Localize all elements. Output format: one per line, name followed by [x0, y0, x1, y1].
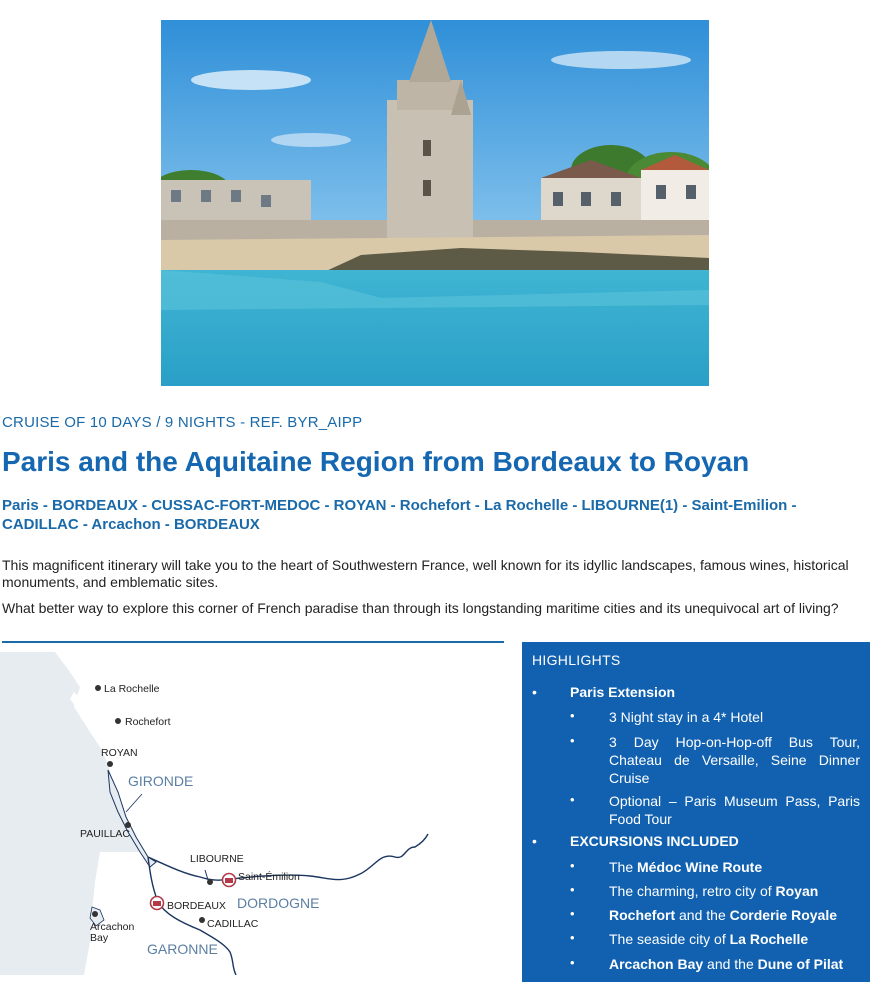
highlight-emphasis: Rochefort: [609, 907, 676, 923]
highlights-title: HIGHLIGHTS: [532, 652, 621, 668]
bullet-icon: •: [570, 792, 575, 807]
map-river-garonne: GARONNE: [147, 941, 218, 957]
map-river-gironde: GIRONDE: [128, 773, 194, 789]
bullet-icon: •: [532, 684, 537, 700]
bullet-icon: •: [570, 733, 575, 748]
intro-text: [2, 557, 872, 626]
map-label-bordeaux: BORDEAUX: [167, 900, 226, 912]
map-label-bay: Bay: [90, 932, 109, 944]
highlight-section-label: Paris Extension: [570, 684, 676, 700]
highlight-emphasis: La Rochelle: [729, 931, 809, 947]
bullet-icon: •: [570, 882, 575, 897]
highlight-text: and the: [703, 956, 758, 972]
cruise-reference: CRUISE OF 10 DAYS / 9 NIGHTS - REF. BYR_AIPP: [2, 414, 363, 431]
highlight-item: 3 Day Hop-on-Hop-off Bus Tour, Chateau de Versaille, Seine Dinner Cruise: [609, 734, 860, 786]
bullet-icon: •: [570, 906, 575, 921]
bullet-icon: •: [532, 833, 537, 849]
map-label-royan: ROYAN: [101, 747, 138, 759]
highlight-emphasis: Dune of Pilat: [757, 956, 844, 972]
map-label-saint-emilion: Saint-Émilion: [238, 871, 300, 883]
map-label-arcachon: Arcachon: [90, 921, 135, 933]
intro-paragraph: This magnificent itinerary will take you to the heart of Southwestern France, well known for its idyllic landscapes, famous wines, historical monuments, and emblematic sites.: [2, 557, 849, 590]
highlight-emphasis: Médoc Wine Route: [637, 859, 763, 875]
highlight-item: [609, 906, 860, 924]
highlight-item: [609, 858, 860, 876]
highlight-text: The seaside city of: [609, 931, 730, 947]
bullet-icon: •: [570, 708, 575, 723]
hero-image: [161, 20, 709, 386]
highlight-text: The charming, retro city of: [609, 883, 776, 899]
itinerary-route: Paris - BORDEAUX - CUSSAC-FORT-MEDOC - ROYAN - Rochefort - La Rochelle - LIBOURNE(1) - Saint-Emilion - CADILLAC - Arcachon - BORDEAUX: [2, 497, 797, 533]
highlight-emphasis: Royan: [775, 883, 819, 899]
highlight-item: [609, 955, 860, 973]
bullet-icon: •: [570, 955, 575, 970]
intro-paragraph: What better way to explore this corner of French paradise than through its longstanding maritime cities and its unequivocal art of living?: [2, 600, 839, 616]
map-label-la-rochelle: La Rochelle: [104, 683, 160, 695]
highlight-text: The: [609, 859, 638, 875]
highlight-item: [609, 930, 860, 948]
map-label-cadillac: CADILLAC: [207, 918, 259, 930]
map-label-pauillac: PAUILLAC: [80, 828, 130, 840]
highlight-emphasis: Arcachon Bay: [609, 956, 704, 972]
highlight-item: 3 Night stay in a 4* Hotel: [609, 709, 764, 725]
highlight-section-label: EXCURSIONS INCLUDED: [570, 833, 739, 849]
highlight-emphasis: Corderie Royale: [729, 907, 837, 923]
highlight-item: Optional – Paris Museum Pass, Paris Food Tour: [609, 793, 860, 827]
highlight-text: and the: [675, 907, 730, 923]
highlights-panel: [522, 642, 870, 982]
itinerary-map: [0, 652, 430, 975]
highlight-item: [609, 882, 860, 900]
map-label-libourne: LIBOURNE: [190, 853, 244, 865]
bullet-icon: •: [570, 858, 575, 873]
page-title: Paris and the Aquitaine Region from Bordeaux to Royan: [2, 446, 750, 477]
section-divider: [2, 641, 504, 643]
bullet-icon: •: [570, 930, 575, 945]
map-label-rochefort: Rochefort: [125, 716, 171, 728]
map-river-dordogne: DORDOGNE: [237, 895, 320, 911]
